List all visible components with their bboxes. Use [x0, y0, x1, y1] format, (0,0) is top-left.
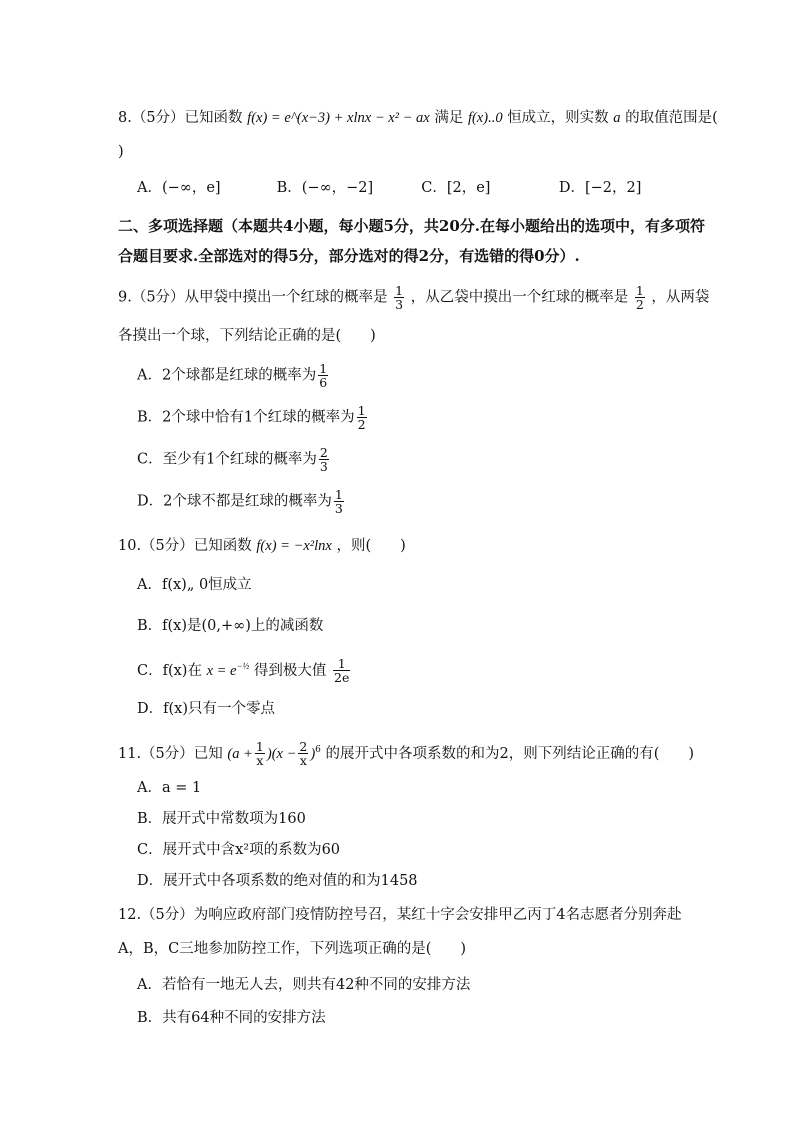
q8-mid: 满足 [434, 110, 464, 126]
q10-option-a: A．f(x)„ 0恒成立 [137, 577, 252, 593]
q9-option-d: D．2个球不都是红球的概率为 $\frac{1}{3}$ [137, 487, 343, 516]
q10-head: 10.（5分）已知函数 [118, 538, 252, 554]
q9-stem-line1 [118, 284, 709, 311]
q12-option-a: A．若恰有一地无人去，则共有42种不同的安排方法 [137, 977, 471, 993]
section2-heading-line1: 二、多项选择题（本题共4小题，每小题5分，共20分.在每小题给出的选项中，有多项符 [118, 217, 705, 235]
q8-stem [118, 108, 718, 128]
q11-option-a: A．a = 1 [137, 780, 202, 796]
q12-stem-line1: 12.（5分）为响应政府部门疫情防控号召，某红十字会安排甲乙丙丁4名志愿者分别奔赴 [118, 907, 682, 923]
q8-option-a: A．(−∞，e] [137, 180, 221, 196]
q8-function: f(x) = e^(x−3) + xlnx − x² − ax [247, 110, 430, 126]
q9-option-b: B．2个球中恰有1个红球的概率为 $\frac{1}{2}$ [137, 403, 366, 432]
q8-tail: 恒成立，则实数 [507, 110, 609, 126]
q8-option-c: C．[2，e] [421, 180, 491, 196]
q11-option-d: D．展开式中各项系数的绝对值的和为1458 [137, 873, 418, 889]
q12-stem-line2: A，B，C三地参加防控工作，下列选项正确的是( ) [118, 941, 467, 957]
q9-mid: ，从乙袋中摸出一个红球的概率是 [410, 289, 629, 306]
q9-tail: ，从两袋 [651, 289, 710, 306]
q11-stem: 11.（5分）已知 (a + $\frac{1}{x}$ )(x − $\frac{2}{x}$ )$^6$ 的展开式中各项系数的和为2，则下列结论正确的有( ) [118, 739, 695, 769]
q9-stem-line2: 各摸出一个球，下列结论正确的是( ) [118, 328, 376, 344]
q10-tail: ，则( ) [336, 538, 406, 554]
q11-option-c: C．展开式中含x²项的系数为60 [137, 842, 341, 858]
q11-option-b: B．展开式中常数项为160 [137, 811, 306, 827]
q10-option-d: D．f(x)只有一个零点 [137, 701, 275, 717]
q8-tail2: 的取值范围是( [625, 110, 718, 126]
q8-close-paren: ) [118, 144, 124, 160]
q9-head: 9.（5分）从甲袋中摸出一个红球的概率是 [118, 289, 388, 306]
q12-option-b: B．共有64种不同的安排方法 [137, 1010, 326, 1026]
q9-fraction-1: $\frac{1}{3}$ [395, 283, 404, 312]
q9-option-c: C．至少有1个红球的概率为 $\frac{2}{3}$ [137, 445, 328, 474]
section2-heading-line2: 合题目要求.全部选对的得5分，部分选对的得2分，有选错的得0分）. [118, 247, 580, 265]
q8-head: 8.（5分）已知函数 [118, 110, 243, 126]
q8-var: a [613, 110, 621, 126]
q10-option-c: C．f(x)在 $x = e^{-\frac{1}{2}}$ 得到极大值 $\frac{1}{2e}$ [137, 656, 350, 686]
q10-option-b: B．f(x)是(0,+∞)上的减函数 [137, 618, 324, 634]
q9-fraction-2: $\frac{1}{2}$ [635, 283, 644, 312]
q9-option-a: A．2个球都是红球的概率为 $\frac{1}{6}$ [137, 361, 328, 390]
q8-option-b: B．(−∞，−2] [276, 180, 374, 196]
q8-options [137, 178, 641, 198]
q8-condition: f(x)..0 [467, 110, 503, 126]
q8-option-d: D．[−2，2] [558, 180, 642, 196]
q10-function: f(x) = −x²lnx [256, 538, 332, 554]
q10-stem [118, 536, 406, 556]
